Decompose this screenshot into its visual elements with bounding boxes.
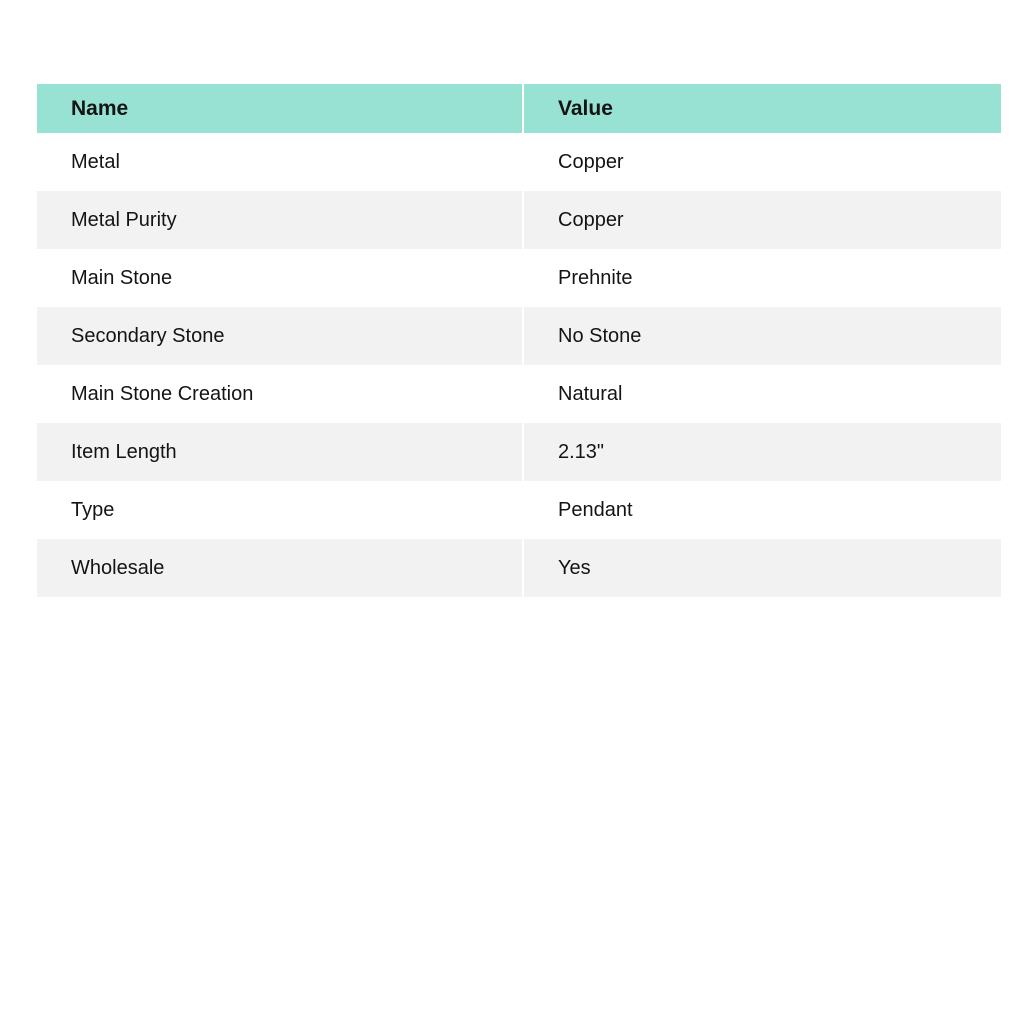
attribute-name-cell: Type bbox=[37, 481, 524, 539]
attribute-name-cell: Metal bbox=[37, 133, 524, 191]
attribute-value-cell: Yes bbox=[524, 539, 1001, 597]
table-row bbox=[37, 307, 1001, 365]
attribute-value-cell: Pendant bbox=[524, 481, 1001, 539]
attribute-value-cell: Copper bbox=[524, 133, 1001, 191]
attribute-name-cell: Wholesale bbox=[37, 539, 524, 597]
attribute-value-cell: No Stone bbox=[524, 307, 1001, 365]
column-header-value: Value bbox=[524, 84, 1001, 133]
table-row bbox=[37, 539, 1001, 597]
table-row bbox=[37, 133, 1001, 191]
attribute-value-cell: Natural bbox=[524, 365, 1001, 423]
attribute-value-cell: Prehnite bbox=[524, 249, 1001, 307]
header-row bbox=[37, 84, 1001, 133]
attribute-value-cell: Copper bbox=[524, 191, 1001, 249]
attribute-name-cell: Main Stone bbox=[37, 249, 524, 307]
table-row bbox=[37, 365, 1001, 423]
table-row bbox=[37, 191, 1001, 249]
column-header-name: Name bbox=[37, 84, 524, 133]
attributes-table bbox=[37, 84, 1001, 597]
attribute-name-cell: Item Length bbox=[37, 423, 524, 481]
table-row bbox=[37, 481, 1001, 539]
attribute-name-cell: Metal Purity bbox=[37, 191, 524, 249]
table-row bbox=[37, 249, 1001, 307]
table-row bbox=[37, 423, 1001, 481]
attribute-name-cell: Secondary Stone bbox=[37, 307, 524, 365]
attribute-value-cell: 2.13" bbox=[524, 423, 1001, 481]
attribute-name-cell: Main Stone Creation bbox=[37, 365, 524, 423]
